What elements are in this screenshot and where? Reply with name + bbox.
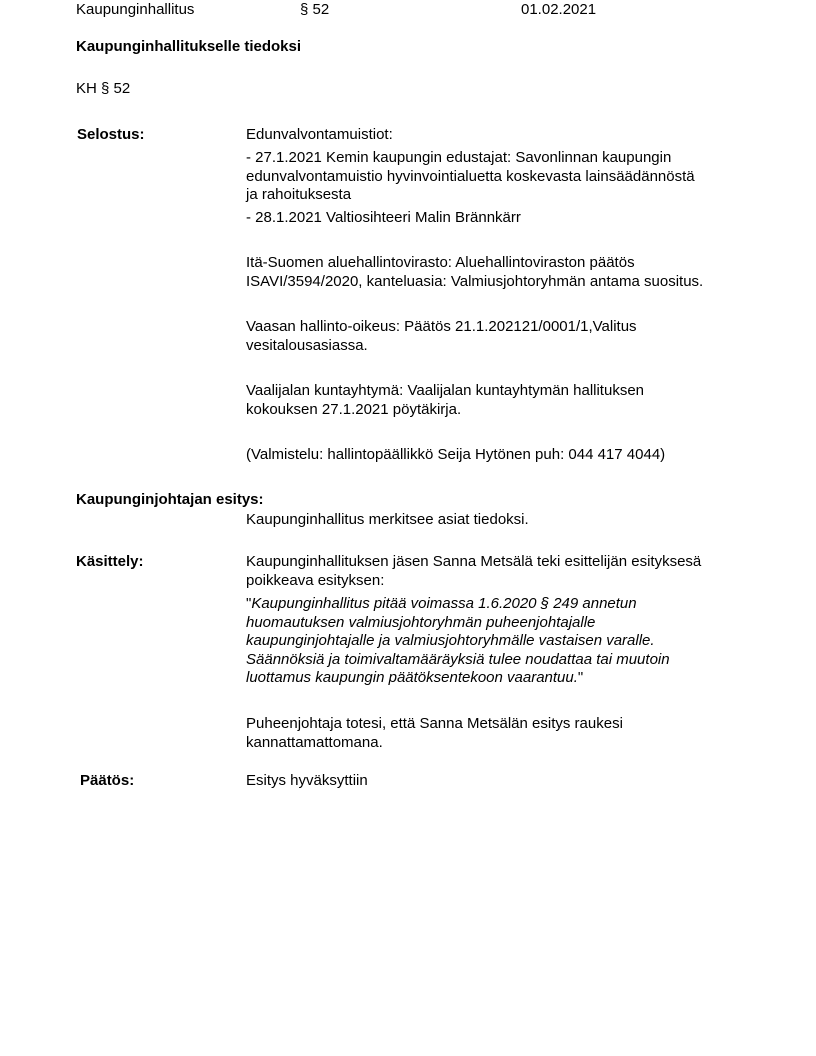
header-date: 01.02.2021 xyxy=(521,1,597,18)
kasittely-quote-line: huomautuksen valmiusjohtoryhmän puheenjohtajalle xyxy=(246,613,596,631)
paatos-text: Esitys hyväksyttiin xyxy=(246,772,368,789)
kasittely-intro xyxy=(246,553,766,590)
selostus-item1 xyxy=(246,149,766,205)
kasittely-intro-line: Kaupunginhallituksen jäsen Sanna Metsälä teki esittelijän esityksesä xyxy=(246,553,702,570)
selostus-vaalijala-line: Vaalijalan kuntayhtymä: Vaalijalan kuntayhtymän hallituksen xyxy=(246,382,645,399)
selostus-avi-line: Itä-Suomen aluehallintovirasto: Aluehallintoviraston päätös xyxy=(246,254,635,271)
selostus-intro xyxy=(246,126,766,145)
esitys-body xyxy=(246,511,766,530)
selostus-avi-line: ISAVI/3594/2020, kanteluasia: Valmiusjohtoryhmän antama suositus. xyxy=(246,272,704,290)
kasittely-quote xyxy=(246,595,766,688)
kasittely-result-line: kannattamattomana. xyxy=(246,733,383,751)
kasittely-quote-line: kaupunginjohtajalle ja valmiusjohtoryhmälle vastaisen varalle. xyxy=(246,632,655,649)
selostus-item2 xyxy=(246,209,766,228)
kasittely-quote-line: luottamus kaupungin päätöksentekoon vaarantuu." xyxy=(246,669,584,686)
selostus-valmistelu-text: (Valmistelu: hallintopäällikkö Seija Hytönen puh: 044 417 4044) xyxy=(246,446,666,463)
kasittely-quote-text: Kaupunginhallitus pitää voimassa 1.6.2020 § 249 annetun xyxy=(251,595,637,612)
esitys-text: Kaupunginhallitus merkitsee asiat tiedoksi. xyxy=(246,511,529,528)
paatos-label: Päätös: xyxy=(80,772,135,789)
selostus-item1-line: edunvalvontamuistio hyvinvointialuetta koskevasta lainsäädännöstä xyxy=(246,167,695,185)
selostus-hao xyxy=(246,318,766,355)
kasittely-result-line: Puheenjohtaja totesi, että Sanna Metsälän esitys raukesi xyxy=(246,715,623,732)
kasittely-quote-line: "Kaupunginhallitus pitää voimassa 1.6.2020 § 249 annetun xyxy=(246,595,637,612)
kasittely-label: Käsittely: xyxy=(76,553,144,570)
header-body: Kaupunginhallitus xyxy=(76,1,195,18)
kasittely-result xyxy=(246,715,766,752)
selostus-item1-line: ja rahoituksesta xyxy=(246,186,352,203)
selostus-item1-line: - 27.1.2021 Kemin kaupungin edustajat: Savonlinnan kaupungin xyxy=(246,149,672,166)
selostus-valmistelu xyxy=(246,446,766,465)
selostus-hao-line: Vaasan hallinto-oikeus: Päätös 21.1.202121/0001/1,Valitus xyxy=(246,318,637,335)
header-section: § 52 xyxy=(300,1,330,18)
selostus-vaalijala-line: kokouksen 27.1.2021 pöytäkirja. xyxy=(246,400,462,418)
document-ref: KH § 52 xyxy=(76,80,131,97)
selostus-label: Selostus: xyxy=(77,126,145,143)
esitys-label: Kaupunginjohtajan esitys: xyxy=(76,491,264,508)
kasittely-quote-text: luottamus kaupungin päätöksentekoon vaarantuu. xyxy=(246,669,578,686)
selostus-intro-text: Edunvalvontamuistiot: xyxy=(246,126,393,143)
selostus-hao-line: vesitalousasiassa. xyxy=(246,336,368,354)
kasittely-intro-line: poikkeava esityksen: xyxy=(246,571,385,589)
selostus-vaalijala xyxy=(246,382,766,419)
document-title: Kaupunginhallitukselle tiedoksi xyxy=(76,38,302,55)
selostus-item2-text: - 28.1.2021 Valtiosihteeri Malin Brännkärr xyxy=(246,209,521,226)
paatos-body xyxy=(246,772,766,791)
kasittely-quote-line: Säännöksiä ja toimivaltamääräyksiä tulee noudattaa tai muutoin xyxy=(246,650,670,668)
selostus-avi xyxy=(246,254,766,291)
